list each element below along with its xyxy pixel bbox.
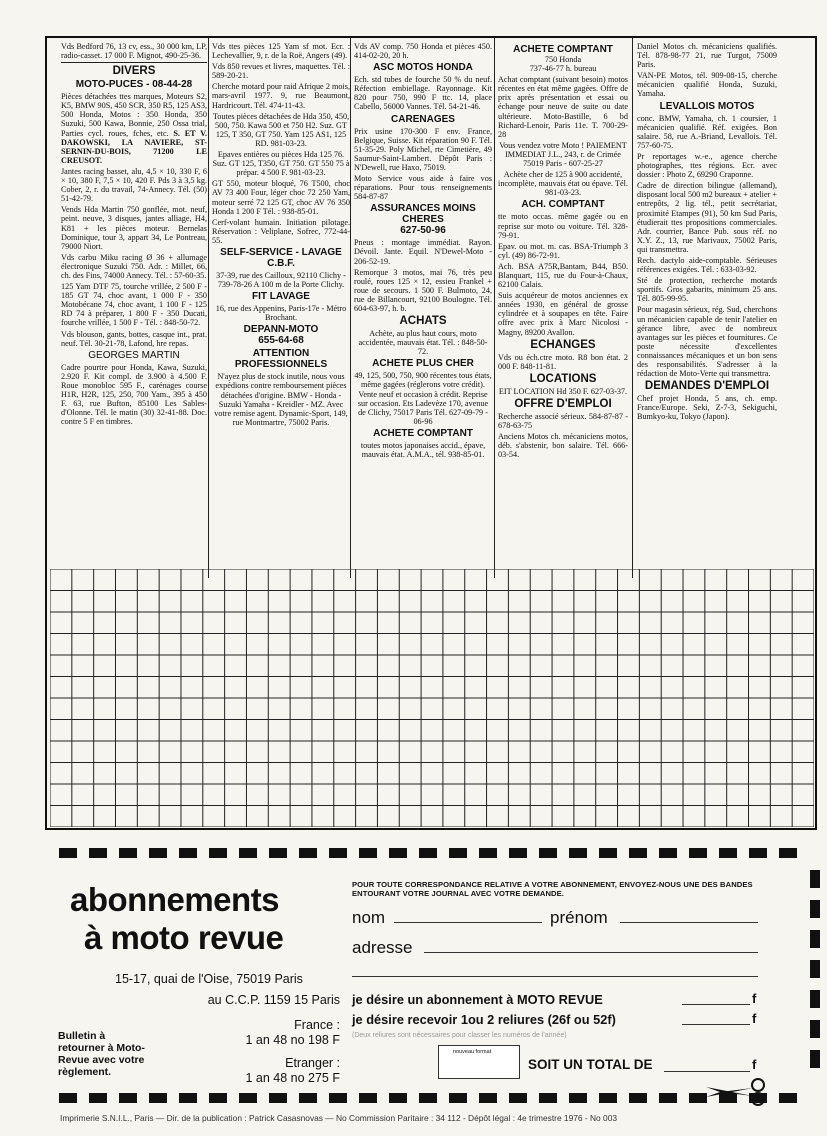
- prenom-field[interactable]: [620, 922, 758, 923]
- heading-achete-comptant-2: ACHETE COMPTANT: [513, 44, 613, 55]
- heading-achats: ACHATS: [399, 315, 447, 328]
- coupon-dash: [269, 1093, 287, 1103]
- heading-echanges: ECHANGES: [530, 338, 596, 351]
- heading-georges: GEORGES MARTIN: [88, 349, 180, 361]
- coupon-dash: [389, 1093, 407, 1103]
- coupon-dash: [59, 848, 77, 858]
- ad-form-grid: [50, 569, 814, 827]
- coupon-dash: [209, 1093, 227, 1103]
- ad-georges: Cadre pourtre pour Honda, Kawa, Suzuki, 2.920 F. Kit compl. de 3.900 à 4.500 F. Roue monobloc 595 F., carénages course H1R, H2R, 125, 250, 700 Yam., 395 à 450 F. 63, rue Bufton, 85100 Les Sables-d'Olonne. Tél. le matin (30) 32-41-88. Doc. contre 5 F en timbres.: [61, 362, 207, 427]
- ad-epaves: Epaves entières ou pièces Hda 125 76. Suz. GT 125, T350, GT 750. GT 550 75 à prépar. 4 500 F. 981-03-23.: [212, 150, 350, 178]
- ad-motopuces: Pièces détachées ttes marques, Moteurs S2, K5, BMW 90S, 450 SCR, 350 R5, 125 AS3, 500 Honda, Motos : 350 Honda, 350 Suzuki, 500 Kawa, Bonnie, 250 Ossa trial, Parties cycl. roues, fches, etc. S. ET V. DAKOWSKI, LA NAVIERE, ST-SERNIN-DU-BOIS, 71200 LE CREUSOT.: [61, 92, 207, 165]
- ad-pr-reportages: Pr reportages w.-e., agence cherche photographes, ttes régions. Ecr. avec dossier : Photo Z, 69290 Craponne.: [637, 151, 777, 180]
- abonnement-amount[interactable]: [682, 1004, 750, 1005]
- column-3: [354, 42, 492, 461]
- ad-self: 37-39, rue des Cailloux, 92110 Clichy - 739-78-26 A 100 m de la Porte Clichy.: [216, 270, 346, 290]
- coupon-dash: [239, 1093, 257, 1103]
- heading-depann: DEPANN-MOTO: [243, 324, 319, 336]
- coupon-dash: [149, 848, 167, 858]
- heading-fit: FIT LAVAGE: [252, 291, 310, 303]
- coupon-dash: [629, 848, 647, 858]
- coupon-dash: [689, 848, 707, 858]
- total-f: f: [752, 1057, 757, 1072]
- logo-abonnements: abonnements: [70, 881, 280, 918]
- coupon-dash: [569, 848, 587, 858]
- ad-echanges: Vds ou éch.ctre moto. R8 bon état. 2 000 F. 848-11-81.: [498, 352, 628, 371]
- ad-achete-cher: Achète cher de 125 à 900 accidenté, incomplète, mauvais état ou épave. Tél. 981-03-23.: [498, 170, 628, 198]
- coupon-dash: [719, 848, 737, 858]
- reliures-row: [352, 1012, 762, 1030]
- ad-recherche: Recherche associé sérieux. 584-87-87 - 678-63-75: [498, 411, 628, 430]
- ad-locations: EIT LOCATION Hd 350 F. 627-03-37.: [498, 386, 628, 396]
- classified-ads-frame: [45, 36, 817, 830]
- heading-assurances: ASSURANCES MOINS CHERES: [370, 203, 476, 226]
- name-row: [352, 906, 762, 932]
- coupon-dash: [539, 1093, 557, 1103]
- page-footer: Imprimerie S.N.I.L., Paris — Dir. de la publication : Patrick Casasnovas — No Commission Paritaire : 34 112 - Dépôt légal : 4e trimestre 1976 - No 003: [60, 1113, 618, 1123]
- coupon-dash: [209, 848, 227, 858]
- column-divider: [494, 38, 495, 578]
- ad-achete-plus: Achète, au plus haut cours, moto accidentée, mauvais état. Tél. : 848-50-72.: [358, 329, 488, 357]
- ad-vous-vendez: Vous vendez votre Moto ! PAIEMENT IMMEDIAT J.L., 243, r. de Crimée 75019 Paris - 607-25-27: [499, 140, 627, 169]
- ad-hda-martin: Vends Hda Martin 750 gonflée, mot. neuf, peint. neuve, 3 disques, jantes alliage, H4, K81 + les pièces moteur. Bernelas Dominique, tour 3, appart 34, Le Pontreau, 79000 Niort.: [61, 205, 207, 251]
- ad-vanpe: VAN-PE Motos, tél. 909-08-15, cherche mécanicien qualifié Honda, Suzuki, Yamaha.: [637, 71, 777, 99]
- ad-carenages: Prix usine 170-300 F env. France, Belgique, Suisse. Kit réparation 90 F. Tél. 51-35-29. Poly Michel, rte Cimetière, 49 Saumur-Saint-Lambert. Dépôt Paris : N'Dewell, rue Haxo, 75019.: [354, 126, 492, 172]
- coupon-dash: [539, 848, 557, 858]
- heading-offre: OFFRE D'EMPLOI: [514, 397, 612, 410]
- ad-suis: Suis acquéreur de motos anciennes ex années 1930, en général de grosse cylindrée et à soupapes en tête. Faire offre avec prix à Marc Nicolosi - Magny, 89200 Avallon.: [498, 291, 628, 337]
- address-row-2: [352, 962, 762, 984]
- coupon-dash: [810, 870, 820, 888]
- heading-depann-tel: 655-64-68: [258, 335, 304, 347]
- ad-achete-comptant: toutes motos japonaises accid., épave, mauvais état. A.M.A., tél. 938-85-01.: [360, 440, 486, 459]
- ad-ach-comptant: tte moto occas. même gagée ou en reprise sur moto ou voiture. Tél. 328-79-91.: [498, 212, 628, 240]
- ad-cerf: Cerf-volant humain. Initiation pilotage. Réservation : Veliplane, Sofrec, 772-44-55.: [212, 217, 350, 245]
- coupon-dash: [299, 848, 317, 858]
- coupon-dash: [629, 1093, 647, 1103]
- adresse-label: adresse: [352, 938, 413, 957]
- coupon-dash: [239, 848, 257, 858]
- reliures-amount[interactable]: [682, 1024, 750, 1025]
- heading-levallois: LEVALLOIS MOTOS: [659, 100, 755, 112]
- ad-levallois: conc. BMW, Yamaha, ch. 1 coursier, 1 mécanicien qualifié. Réf. exigées. Bon salaire. 58, rue A.-Briand, Levallois. Tél. 757-60-75.: [637, 113, 777, 150]
- column-4: [498, 42, 628, 461]
- ad-anciens: Anciens Motos ch. mécaniciens motos, déb. s'abstenir, bon salaire. Tél. 666-03-54.: [498, 432, 628, 460]
- coupon-dash: [179, 848, 197, 858]
- prenom-label: prénom: [550, 908, 608, 927]
- heading-locations: LOCATIONS: [529, 372, 597, 385]
- coupon-dash: [389, 848, 407, 858]
- adresse-field-2[interactable]: [352, 976, 758, 977]
- logo-moto-revue: à moto revue: [84, 919, 284, 956]
- ad-cadre: Cadre de direction bilingue (allemand), disposant local 500 m2 bureaux + atelier + entrepôts, 2 lig. tél., petit secrétariat, proximité Etampes (91), 50 km Sud Paris, étudierait ttes propositions commerciales. Adr. courrier, Bance Pub. sous réf. no X.Y. Z., 13, rue Marivaux, 75002 Paris, qui transmettra.: [637, 181, 777, 254]
- ad-gt550: GT 550, moteur bloqué, 76 T500, choc AV 73 400 Four, léger choc 72 250 Yam, moteur serré 72 125 GT, choc AV 76 350 Honda 1 200 F Tél. : 938-85-01.: [212, 179, 350, 216]
- coupon-dash: [269, 848, 287, 858]
- heading-assurances-tel: 627-50-96: [400, 225, 446, 237]
- ad-achat-comptant: Achat comptant (suivant besoin) motos récentes en état même gagées. Offre de prix après présentation et essai ou échange pour neuve de suite ou date ultérieure. Moto-Bastille, 6 bd Richard-Lenoir, Paris 11e. T. 700-29-28: [498, 75, 628, 139]
- reliures-text: je désire recevoir 1ou 2 reliures (26f ou 52f): [352, 1012, 616, 1027]
- ad-ach-bsa: Ach. BSA A75R,Bantam, B44, B50. Blanquart, 115, rue du Four-à-Chaux, 62100 Calais.: [498, 261, 628, 290]
- ad-rech-dactylo: Rech. dactylo aide-comptable. Sérieuses références exigées. Tél. : 633-03-92.: [637, 255, 777, 275]
- heading-ach-comptant: ACH. COMPTANT: [521, 199, 605, 211]
- coupon-dash: [59, 1093, 77, 1103]
- ad-carbu: Vds carbu Miku racing Ø 36 + allumage électronique Suzuki 750. Adr. : Millet, 66, ch. des Fins, 74000 Annecy. Tél. : 57-60-35.: [61, 252, 207, 280]
- coupon-dash: [179, 1093, 197, 1103]
- ad-yam125: Vds ttes pièces 125 Yam sf mot. Ecr. : Lechevallier, 9, r. de la Roë, Angers (49).: [212, 42, 350, 61]
- ad-service: Moto Service vous aide à faire vos réparations. Pour tous renseignements 584-87-87: [354, 174, 492, 202]
- coupon-dash: [810, 930, 820, 948]
- heading-achete-comptant: ACHETE COMPTANT: [373, 427, 473, 439]
- reliures-note: (Deux reliures sont nécessaires pour classer les numéros de l'année): [352, 1032, 567, 1039]
- column-divider: [632, 38, 633, 578]
- coupon-dash: [810, 900, 820, 918]
- coupon-dash: [779, 848, 797, 858]
- ad-achete-plus-cher: 49, 125, 500, 750, 900 récentes tous états, même gagées (réglerons votre crédit). Vente neuf et occasion à crédit. Reprise sur occasion. Ets Ladevèze 170, avenue de Clichy, 75017 Paris Tél. 627-09-79 - 06-96: [354, 371, 492, 426]
- coupon-dash: [449, 848, 467, 858]
- coupon-dash: [359, 1093, 377, 1103]
- address-row: [352, 934, 762, 962]
- coupon-dash: [749, 848, 767, 858]
- nom-field[interactable]: [394, 922, 542, 923]
- coupon-dash: [569, 1093, 587, 1103]
- coupon-dash: [89, 1093, 107, 1103]
- ad-daniel: Daniel Motos ch. mécaniciens qualifiés. Tél. 878-98-77 21, rue Turgot, 75009 Paris.: [637, 42, 777, 70]
- coupon-dash: [810, 960, 820, 978]
- ad-attention: N'ayez plus de stock inutile, nous vous expédions contre remboursement pièces détachées d'origine. BMW - Honda - Suzuki Yamaha - Kreidler - MZ. Avec votre remise agent. Dynamic-Sport, 149, rue Montmartre, 75002 Paris.: [214, 372, 348, 427]
- heading-achete-plus-cher: ACHETE PLUS CHER: [372, 358, 474, 370]
- ad-cherche: Cherche motard pour raid Afrique 2 mois, mars-avril 1977. 9, rue Beaumont, Hardricourt. Tél. 474-11-43.: [212, 82, 350, 110]
- abonnement-f: f: [752, 991, 757, 1006]
- ad-yam-dtf: 125 Yam DTF 75, tourche vrillée, 2 500 F - 185 GT 74, choc avant, 1 000 F - 350 Motobécane 74, choc avant, 1 100 F - 125 RD 74 à préparer, 1 800 F - 350 Ducati, fourche vrillée, 1 500 F - Tél. : 848-50-72.: [61, 282, 207, 328]
- heading-asc: ASC MOTOS HONDA: [373, 62, 473, 74]
- coupon-dash: [599, 1093, 617, 1103]
- total-text: SOIT UN TOTAL DE: [528, 1057, 653, 1072]
- ad-fit: 16, rue des Appenins, Paris-17e - Métro Brochant.: [215, 304, 347, 323]
- coupon-dash: [509, 1093, 527, 1103]
- coupon-dash: [329, 1093, 347, 1103]
- total-amount[interactable]: [664, 1071, 750, 1072]
- ad-remorque: Remorque 3 motos, mai 76, très peu roulé, roues 125 × 12, essieu Frankel + roue de secours. 1 500 F. Bulmoto, 24, rue de Billancourt, 92100 Boulogne. Tél. 604-63-97, h. b.: [354, 267, 492, 313]
- ad-asc: Ech. std tubes de fourche 50 % du neuf. Réfection embiellage. Rayonnage. Kit 820 pour 750, 990 F ttc. 14, place Cabello, 56000 Vannes. Tél. 54-21-46.: [354, 75, 492, 112]
- coupon-dash: [329, 848, 347, 858]
- coupon-dash: [810, 1020, 820, 1038]
- ad-blouson: Vds blouson, gants, bottes, casque int., prat. neuf. Tél. 30-21-78, Lafond, hre repas.: [61, 329, 207, 348]
- coupon-dash: [509, 848, 527, 858]
- sub-tel: 737-46-77 h. bureau: [529, 64, 597, 74]
- ad-chef: Chef projet Honda, 5 ans, ch. emp. France/Europe. Seki, Z-7-3, Sekiguchi, Bumkyo-ku, Tokyo (Japon).: [637, 394, 777, 422]
- ad-ste: Sté de protection, recherche motards sportifs. Gros gabarits, minimum 25 ans. Tél. 805-99-95.: [637, 276, 777, 304]
- coupon-dash: [449, 1093, 467, 1103]
- adresse-field[interactable]: [424, 952, 758, 953]
- ad-revues: Vds 850 revues et livres, maquettes. Tél. : 589-20-21.: [212, 62, 350, 81]
- coupon-dash: [119, 848, 137, 858]
- abonnement-row: [352, 990, 762, 1012]
- abonnement-text: je désire un abonnement à MOTO REVUE: [352, 992, 603, 1007]
- coupon-dash: [659, 848, 677, 858]
- scissors-icon: [700, 1078, 772, 1106]
- subscription-form: [352, 880, 762, 1085]
- coupon-dash: [810, 1050, 820, 1068]
- column-divider: [350, 38, 351, 578]
- ad-bedford: Vds Bedford 76, 13 cv, ess., 30 000 km, LP, radio-casset. 17 000 F. Mignot, 490-25-36.: [61, 42, 207, 61]
- heading-attention: ATTENTION PROFESSIONNELS: [234, 348, 328, 371]
- heading-self: SELF-SERVICE - LAVAGE C.B.F.: [220, 246, 342, 269]
- column-5: [637, 42, 777, 423]
- column-2: [212, 42, 350, 429]
- heading-carenages: CARENAGES: [391, 113, 455, 125]
- reliures-f: f: [752, 1011, 757, 1026]
- column-1: [61, 42, 207, 428]
- coupon-dash: [89, 848, 107, 858]
- coupon-dash: [419, 1093, 437, 1103]
- coupon-dash: [479, 1093, 497, 1103]
- column-divider: [208, 38, 209, 578]
- coupon-dash: [810, 990, 820, 1008]
- ad-pneus: Pneus : montage immédiat. Rayon. Dévoil. Jante. Equil. N'Dewel-Moto - 206-52-19.: [354, 238, 492, 266]
- ad-jantes: Jantes racing basset, alu, 4,5 × 10, 330 F, 6 × 10, 380 F, 7,5 × 10, 420 F. Pds 3 à 3,5 kg. Cober, 2, r. du travail, 74-Annecy. Tél. (50) 51-42-79.: [61, 166, 207, 204]
- ad-vds-av: Vds AV comp. 750 Honda et pièces 450. 414-02-20, 20 h.: [354, 42, 492, 61]
- ad-toutes: Toutes pièces détachées de Hda 350, 450, 500, 750. Kawa 500 et 750 H2. Suz. GT 125, T 350, GT 750. Yam 125 AS1, 125 RD. 981-03-23.: [212, 111, 350, 148]
- coupon-dash: [119, 1093, 137, 1103]
- heading-divers: DIVERS: [112, 65, 156, 78]
- ad-pour-magasin: Pour magasin sérieux, rég. Sud, cherchons un mécanicien capable de tenir l'atelier en gérance libre, avec de nombreux avantages sur les pièces et fournitures. Ce poste nécessite d'excellentes connaissances mécaniques et un bon sens des responsabilités. S'adresser à la rédaction de Moto-Verte qui transmettra.: [637, 305, 777, 379]
- publisher-address: 15-17, quai de l'Oise, 75019 Paris au C.C.P. 1159 15 Paris France : 1 an 48 no 198 F Etranger : 1 an 48 no 275 F: [115, 972, 340, 1085]
- bulletin-note: Bulletin à retourner à Moto-Revue avec votre règlement.: [58, 1030, 145, 1078]
- heading-demandes: DEMANDES D'EMPLOI: [644, 380, 770, 393]
- form-instruction: POUR TOUTE CORRESPONDANCE RELATIVE A VOTRE ABONNEMENT, ENVOYEZ-NOUS UNE DES BANDES ENTOURANT VOTRE JOURNAL AVEC VOTRE DEMANDE.: [352, 880, 753, 898]
- coupon-dash: [599, 848, 617, 858]
- coupon-dash: [359, 848, 377, 858]
- coupon-dash: [299, 1093, 317, 1103]
- coupon-dash: [779, 1093, 797, 1103]
- ad-epav: Epav. ou mot. m. cas. BSA-Triumph 3 cyl. (49) 86-72-91.: [498, 241, 628, 260]
- nouveau-format-box: nouveau format: [438, 1045, 520, 1079]
- nom-label: nom: [352, 908, 386, 927]
- coupon-dash: [479, 848, 497, 858]
- heading-motopuces: MOTO-PUCES - 08-44-28: [75, 79, 193, 91]
- sub-750-honda: 750 Honda: [544, 55, 582, 64]
- coupon-dash: [659, 1093, 677, 1103]
- coupon-dash: [149, 1093, 167, 1103]
- coupon-dash: [419, 848, 437, 858]
